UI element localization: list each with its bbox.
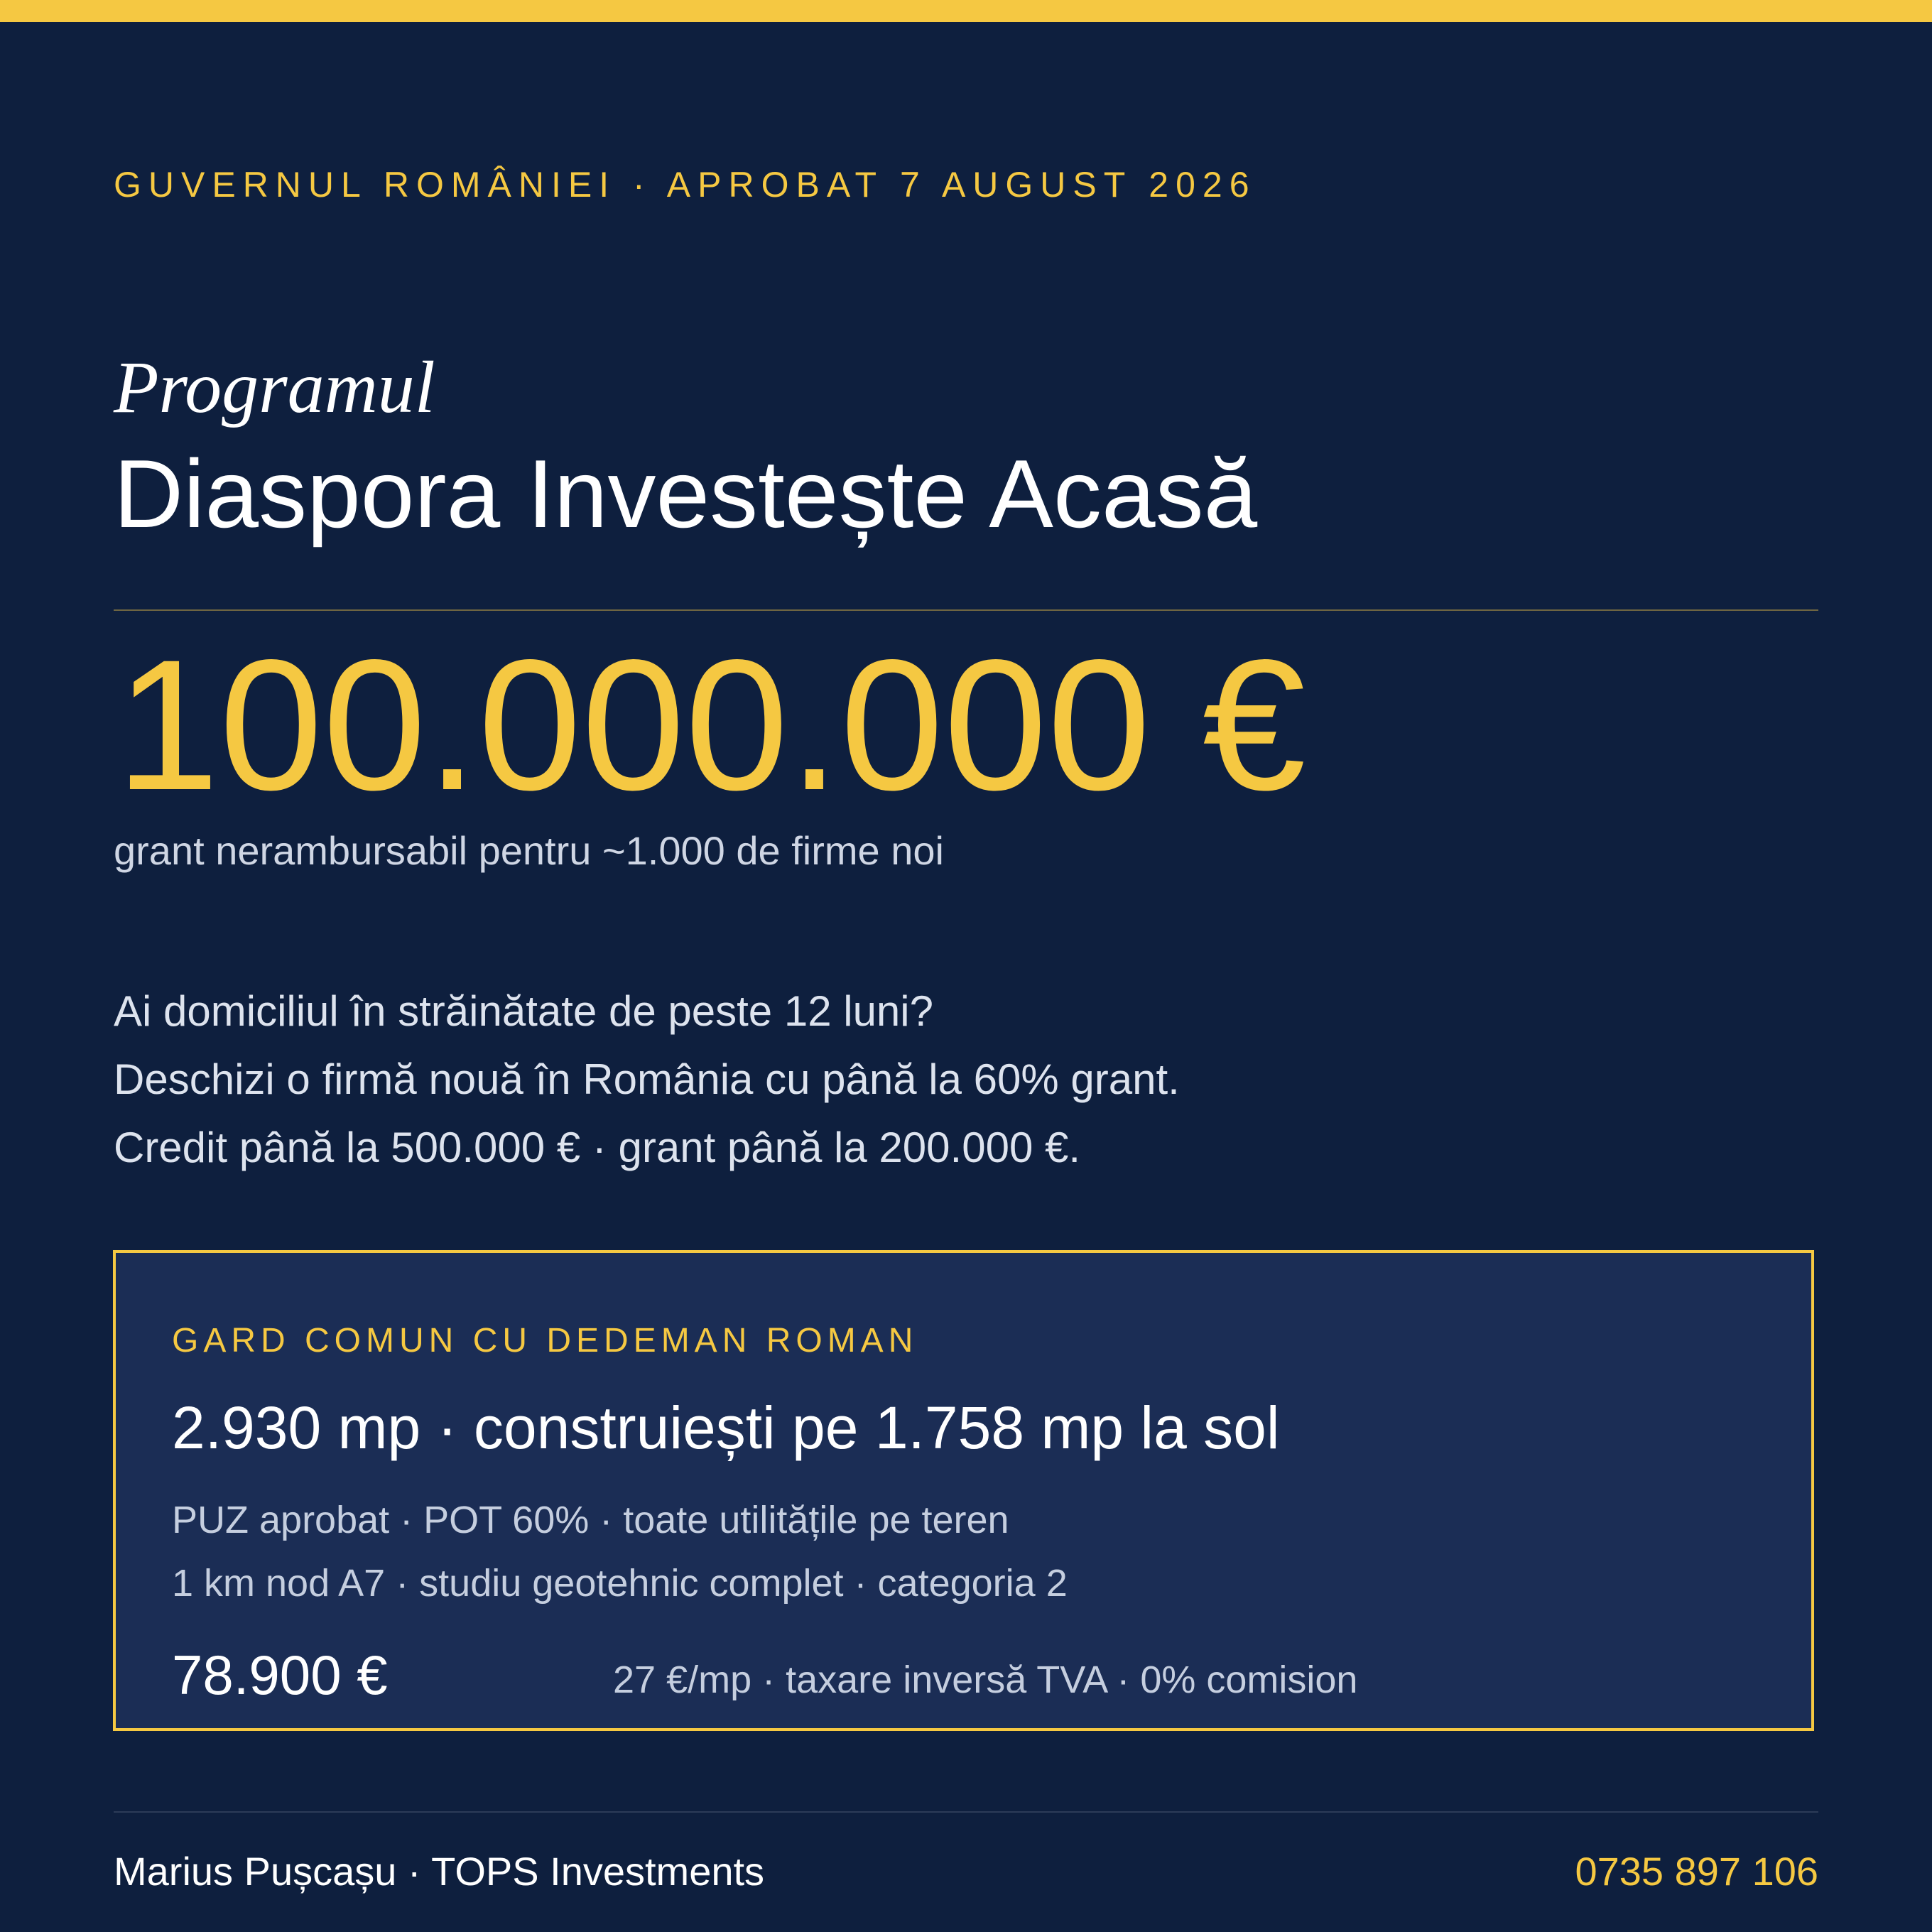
footer-phone[interactable]: 0735 897 106: [1575, 1849, 1818, 1894]
eligibility-line: Credit până la 500.000 € · grant până la 200.000 €.: [114, 1124, 1081, 1171]
top-accent-bar: [0, 0, 1932, 22]
title-divider: [114, 609, 1818, 611]
property-detail-line: PUZ aprobat · POT 60% · toate utilitățile pe teren: [172, 1499, 1009, 1541]
property-card: [113, 1250, 1814, 1731]
property-card-eyebrow: GARD COMUN CU DEDEMAN ROMAN: [172, 1322, 918, 1360]
grant-caption: grant nerambursabil pentru ~1.000 de firme noi: [114, 828, 944, 873]
eligibility-line: Deschizi o firmă nouă în România cu până la 60% grant.: [114, 1055, 1180, 1103]
property-price: 78.900 €: [172, 1644, 388, 1706]
property-detail-line: 1 km nod A7 · studiu geotehnic complet · categoria 2: [172, 1562, 1068, 1605]
grant-amount: 100.000.000 €: [116, 621, 1306, 829]
header-eyebrow: GUVERNUL ROMÂNIEI · APROBAT 7 AUGUST 2026: [114, 165, 1257, 205]
footer-contact-name: Marius Pușcașu · TOPS Investments: [114, 1849, 765, 1894]
eligibility-line: Ai domiciliul în străinătate de peste 12 luni?: [114, 987, 934, 1035]
property-terms: 27 €/mp · taxare inversă TVA · 0% comision: [613, 1659, 1358, 1701]
page-title: Diaspora Investește Acasă: [114, 440, 1258, 548]
footer-divider: [114, 1811, 1818, 1813]
eligibility-text: [114, 977, 1180, 1182]
property-card-title: 2.930 mp · construiești pe 1.758 mp la sol: [172, 1394, 1280, 1461]
header-kicker: Programul: [114, 347, 435, 428]
